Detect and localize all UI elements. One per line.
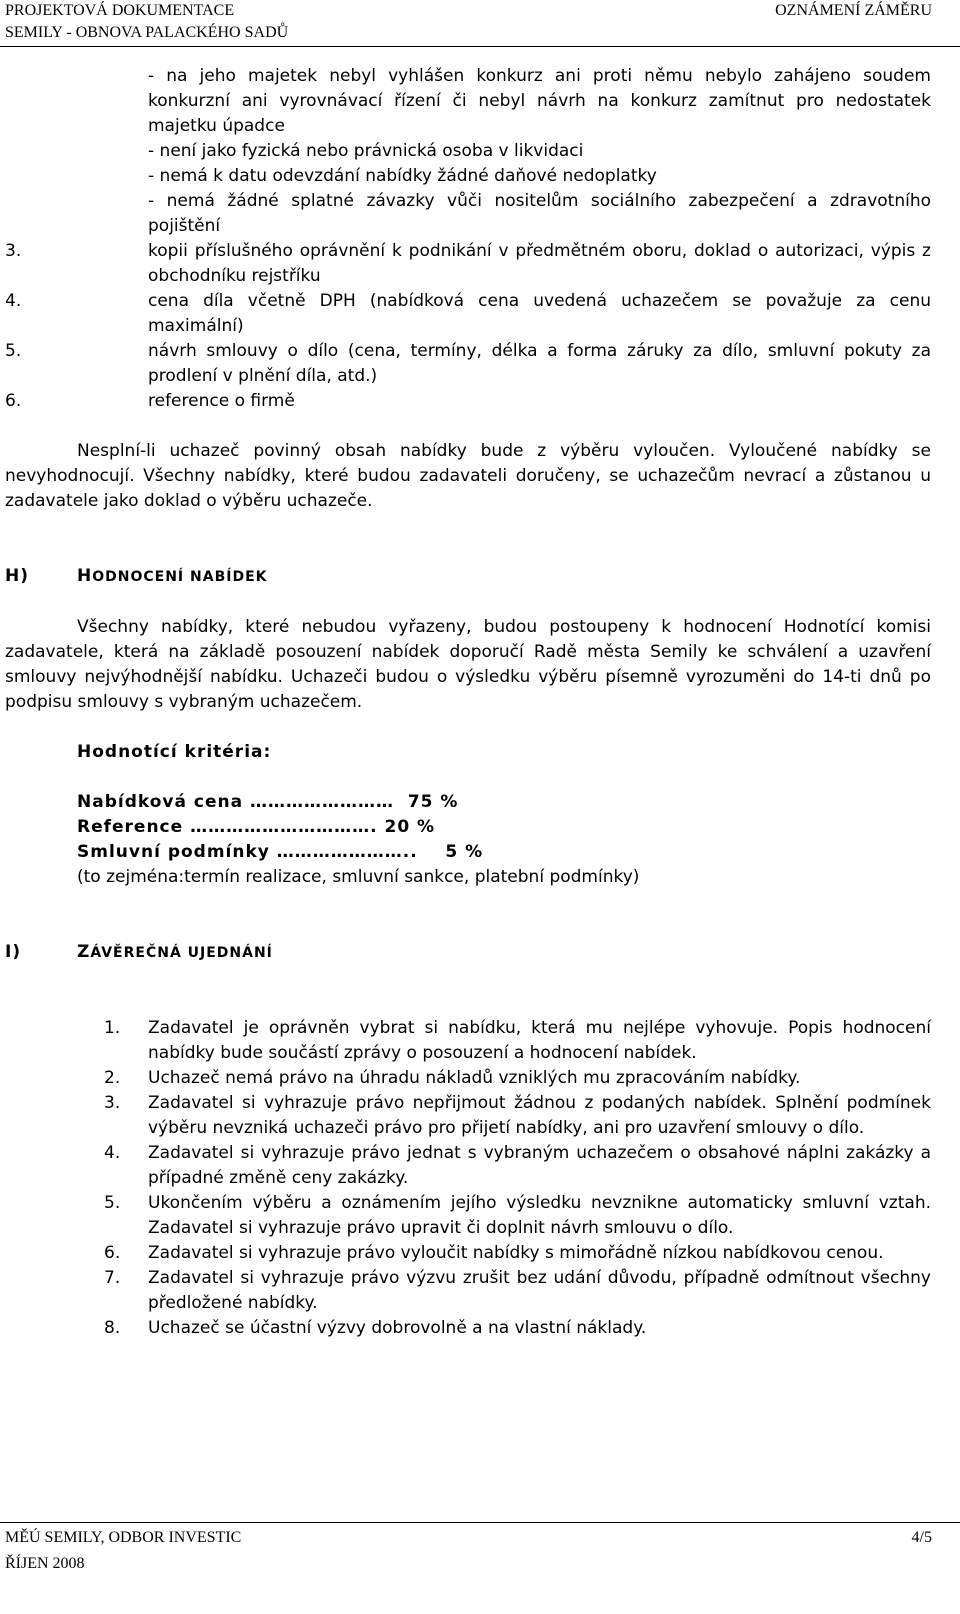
section-letter: H)	[5, 566, 29, 586]
page-number: 4/5	[911, 1529, 932, 1546]
list-item	[5, 1141, 931, 1191]
item-number: 7.	[104, 1268, 121, 1288]
criterion-row: Smluvní podmínky ………………….. 5 %	[77, 840, 931, 865]
list-item	[5, 389, 931, 414]
item-text: Zadavatel si vyhrazuje právo výzvu zrušit bez udání důvodu, případně odmítnout všechny předložené nabídky.	[148, 1268, 931, 1313]
item-text: reference o firmě	[148, 391, 295, 411]
criterion-row: Reference …………………………. 20 %	[77, 815, 931, 840]
requirements-note: Nesplní-li uchazeč povinný obsah nabídky bude z výběru vyloučen. Vyloučené nabídky se nevyhodnocují. Všechny nabídky, které budou zadavateli doručeny, se uchazečům nevrací a zůstanou u zadavatele jako doklad o výběru uchazeče.	[5, 441, 931, 511]
item-text: Ukončením výběru a oznámením jejího výsledku nevznikne automaticky smluvní vztah. Zadavatel si vyhrazuje právo upravit či doplnit návrh smlouvu o dílo.	[148, 1193, 931, 1238]
item-number: 5.	[104, 1193, 121, 1213]
item-text: Zadavatel je oprávněn vybrat si nabídku, která mu nejlépe vyhovuje. Popis hodnocení nabídky bude součástí zprávy o posouzení a hodnocení nabídek.	[148, 1018, 931, 1063]
section-title: ZÁVĚREČNÁ UJEDNÁNÍ	[77, 942, 273, 962]
page-footer	[0, 1522, 960, 1614]
list-item	[5, 1266, 931, 1316]
list-item	[5, 1316, 931, 1341]
criterion-label: Nabídková cena	[77, 792, 244, 812]
final-provisions-list	[5, 1016, 931, 1341]
item-text: Zadavatel si vyhrazuje právo vyloučit nabídky s mimořádně nízkou nabídkovou cenou.	[148, 1243, 884, 1263]
criterion-label: Reference	[77, 817, 184, 837]
item-number: 2.	[104, 1068, 121, 1088]
item-text: Uchazeč nemá právo na úhradu nákladů vzniklých mu zpracováním nabídky.	[148, 1068, 801, 1088]
item-text: Zadavatel si vyhrazuje právo nepřijmout žádnou z podaných nabídek. Splnění podmínek výběru nevzniká uchazeči právo pro přijetí nabídky, ani pro uzavření smlouvy o dílo.	[148, 1093, 931, 1138]
item-text: návrh smlouvy o dílo (cena, termíny, délka a forma záruky za dílo, smluvní pokuty za prodlení v plnění díla, atd.)	[148, 341, 931, 386]
item-number: 4.	[104, 1143, 121, 1163]
item-number: 6.	[104, 1243, 121, 1263]
item-number: 6.	[5, 391, 22, 411]
evaluation-paragraph: Všechny nabídky, které nebudou vyřazeny, budou postoupeny k hodnocení Hodnotící komisi zadavatele, která na základě posouzení nabídek doporučí Radě města Semily ke schválení a uzavření smlouvy nejvýhodnější nabídku. Uchazeči budou o výsledku výběru písemně vyrozuměni do 14-ti dnů po podpisu smlouvy s vybraným uchazečem.	[5, 617, 931, 712]
item-number: 3.	[5, 241, 22, 261]
footer-date: ŘÍJEN 2008	[5, 1555, 85, 1572]
item-number: 8.	[104, 1318, 121, 1338]
list-item	[5, 1241, 931, 1266]
list-item	[5, 1016, 931, 1066]
section-letter: I)	[5, 942, 22, 962]
condition-item: - na jeho majetek nebyl vyhlášen konkurz ani proti němu nebylo zahájeno soudem konkurzní ani vyrovnávací řízení či nebyl návrh na konkurz zamítnut pro nedostatek majetku úpadce	[148, 66, 931, 136]
list-item	[5, 1066, 931, 1091]
condition-item: - není jako fyzická nebo právnická osoba v likvidaci	[148, 141, 584, 161]
condition-item: - nemá k datu odevzdání nabídky žádné daňové nedoplatky	[148, 166, 657, 186]
list-item	[5, 1091, 931, 1141]
requirements-list	[5, 239, 931, 414]
criteria-list	[77, 790, 931, 890]
header-document-type: OZNÁMENÍ ZÁMĚRU	[775, 2, 932, 19]
section-title: HODNOCENÍ NABÍDEK	[77, 566, 268, 586]
criterion-label: Smluvní podmínky	[77, 842, 270, 862]
footer-office: MĚÚ SEMILY, ODBOR INVESTIC	[5, 1529, 242, 1546]
criteria-note: (to zejména:termín realizace, smluvní sankce, platební podmínky)	[77, 867, 640, 887]
list-item	[5, 289, 931, 339]
item-text: Zadavatel si vyhrazuje právo jednat s vybraným uchazečem o obsahové náplni zakázky a případné změně ceny zakázky.	[148, 1143, 931, 1188]
header-project-subtitle: SEMILY - OBNOVA PALACKÉHO SADŮ	[5, 24, 289, 41]
criterion-value: 75 %	[407, 792, 459, 812]
item-text: kopii příslušného oprávnění k podnikání v předmětném oboru, doklad o autorizaci, výpis z obchodníku rejstříku	[148, 241, 931, 286]
section-heading-h	[5, 564, 931, 590]
item-number: 5.	[5, 341, 22, 361]
list-item	[5, 239, 931, 289]
item-text: cena díla včetně DPH (nabídková cena uvedená uchazečem se považuje za cenu maximální)	[148, 291, 931, 336]
item-number: 4.	[5, 291, 22, 311]
document-body	[5, 64, 931, 1341]
section-heading-i	[5, 940, 931, 966]
condition-item: - nemá žádné splatné závazky vůči nositelům sociálního zabezpečení a zdravotního pojištění	[148, 191, 931, 236]
item-number: 3.	[104, 1093, 121, 1113]
criterion-value: 20 %	[384, 817, 436, 837]
criterion-value: 5 %	[445, 842, 484, 862]
item-number: 1.	[104, 1018, 121, 1038]
header-project-title: PROJEKTOVÁ DOKUMENTACE	[5, 2, 235, 19]
criteria-title: Hodnotící kritéria:	[77, 742, 272, 762]
criterion-row: Nabídková cena …………………… 75 %	[77, 790, 931, 815]
item-text: Uchazeč se účastní výzvy dobrovolně a na vlastní náklady.	[148, 1318, 647, 1338]
list-item	[5, 1191, 931, 1241]
page-header	[0, 0, 960, 47]
qualification-conditions	[148, 64, 931, 239]
list-item	[5, 339, 931, 389]
